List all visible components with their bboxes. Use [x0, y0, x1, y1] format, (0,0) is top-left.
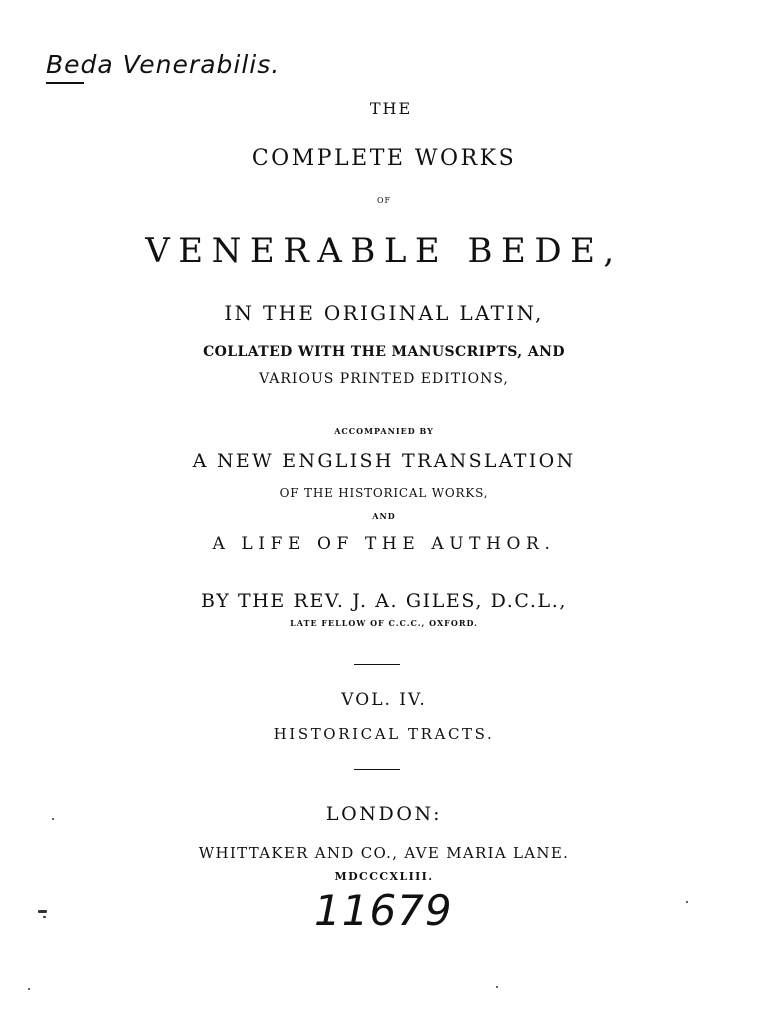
scan-speck	[43, 916, 46, 918]
imprint-year: MDCCCXLIII.	[334, 870, 434, 883]
subtitle-translation: A NEW ENGLISH TRANSLATION	[192, 450, 576, 472]
editor-fellow: LATE FELLOW OF C.C.C., OXFORD.	[290, 618, 478, 628]
scan-speck	[496, 986, 498, 988]
scan-speck	[686, 901, 688, 903]
title-complete-works: COMPLETE WORKS	[251, 146, 517, 171]
handwritten-inscription: Beda Venerabilis.	[46, 50, 281, 79]
imprint-publisher: WHITTAKER AND CO., AVE MARIA LANE.	[198, 844, 570, 862]
subtitle-life: A LIFE OF THE AUTHOR.	[212, 534, 556, 554]
subtitle-collated: COLLATED WITH THE MANUSCRIPTS, AND	[203, 344, 565, 360]
inscription-underline	[46, 82, 84, 84]
subtitle-various: VARIOUS PRINTED EDITIONS,	[259, 371, 509, 387]
scan-speck	[52, 818, 54, 820]
subtitle-original-latin: IN THE ORIGINAL LATIN,	[224, 301, 544, 325]
subtitle-historical: OF THE HISTORICAL WORKS,	[279, 486, 489, 500]
divider-lower	[354, 769, 400, 770]
title-of: OF	[376, 196, 392, 205]
volume-content: HISTORICAL TRACTS.	[273, 725, 495, 743]
subtitle-accompanied: ACCOMPANIED BY	[334, 426, 434, 436]
divider-upper	[354, 664, 400, 665]
title-author: VENERABLE BEDE,	[145, 231, 623, 271]
imprint-city: LONDON:	[325, 803, 443, 825]
subtitle-and: AND	[372, 511, 396, 521]
editor-by-line: BY THE REV. J. A. GILES, D.C.L.,	[200, 590, 568, 612]
scan-speck	[38, 910, 47, 913]
scan-speck	[28, 988, 30, 990]
title-the: THE	[369, 99, 413, 118]
volume-number: VOL. IV.	[341, 690, 427, 710]
handwritten-shelfmark: 11679	[314, 886, 453, 935]
